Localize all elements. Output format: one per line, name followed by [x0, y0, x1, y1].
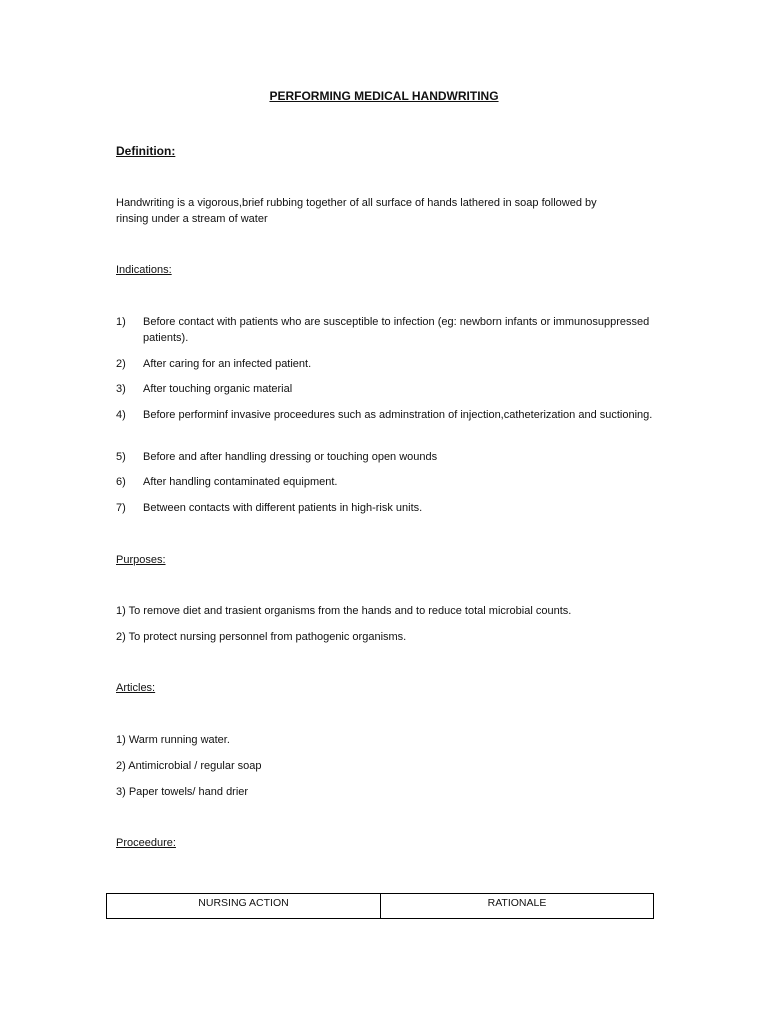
indication-number: 3)	[116, 383, 126, 395]
indication-number: 2)	[116, 358, 126, 370]
indication-number: 7)	[116, 502, 126, 514]
indication-number: 6)	[116, 476, 126, 488]
indication-item: Before performinf invasive proceedures such as adminstration of injection,catheterization and suctioning.	[143, 409, 653, 421]
document-title: PERFORMING MEDICAL HANDWRITING	[269, 89, 499, 103]
indication-number: 4)	[116, 409, 126, 421]
table-header-nursing-action: NURSING ACTION	[107, 894, 381, 918]
purpose-item: 1) To remove diet and trasient organisms from the hands and to reduce total microbial counts.	[116, 605, 572, 617]
articles-heading: Articles:	[116, 682, 156, 694]
article-item: 1) Warm running water.	[116, 734, 230, 746]
purposes-heading: Purposes:	[116, 554, 166, 566]
indication-number: 5)	[116, 451, 126, 463]
indication-item: After touching organic material	[143, 383, 293, 395]
definition-text-line-2: rinsing under a stream of water	[116, 213, 268, 225]
indication-number: 1)	[116, 316, 126, 328]
indication-item: After handling contaminated equipment.	[143, 476, 338, 488]
indication-item: After caring for an infected patient.	[143, 358, 312, 370]
definition-heading: Definition:	[116, 144, 176, 158]
purpose-item: 2) To protect nursing personnel from pathogenic organisms.	[116, 631, 407, 643]
indication-item: Between contacts with different patients in high-risk units.	[143, 502, 423, 514]
procedure-table	[106, 893, 654, 919]
procedure-heading: Proceedure:	[116, 837, 176, 849]
indication-item: Before and after handling dressing or touching open wounds	[143, 451, 438, 463]
table-header-rationale: RATIONALE	[487, 897, 547, 909]
indications-heading: Indications:	[116, 264, 172, 276]
article-item: 3) Paper towels/ hand drier	[116, 786, 249, 798]
article-item: 2) Antimicrobial / regular soap	[116, 760, 262, 772]
definition-text-line-1: Handwriting is a vigorous,brief rubbing together of all surface of hands lathered in soap followed by	[116, 197, 597, 209]
indication-item: Before contact with patients who are susceptible to infection (eg: newborn infants or immunosuppressed patients).	[143, 316, 650, 344]
